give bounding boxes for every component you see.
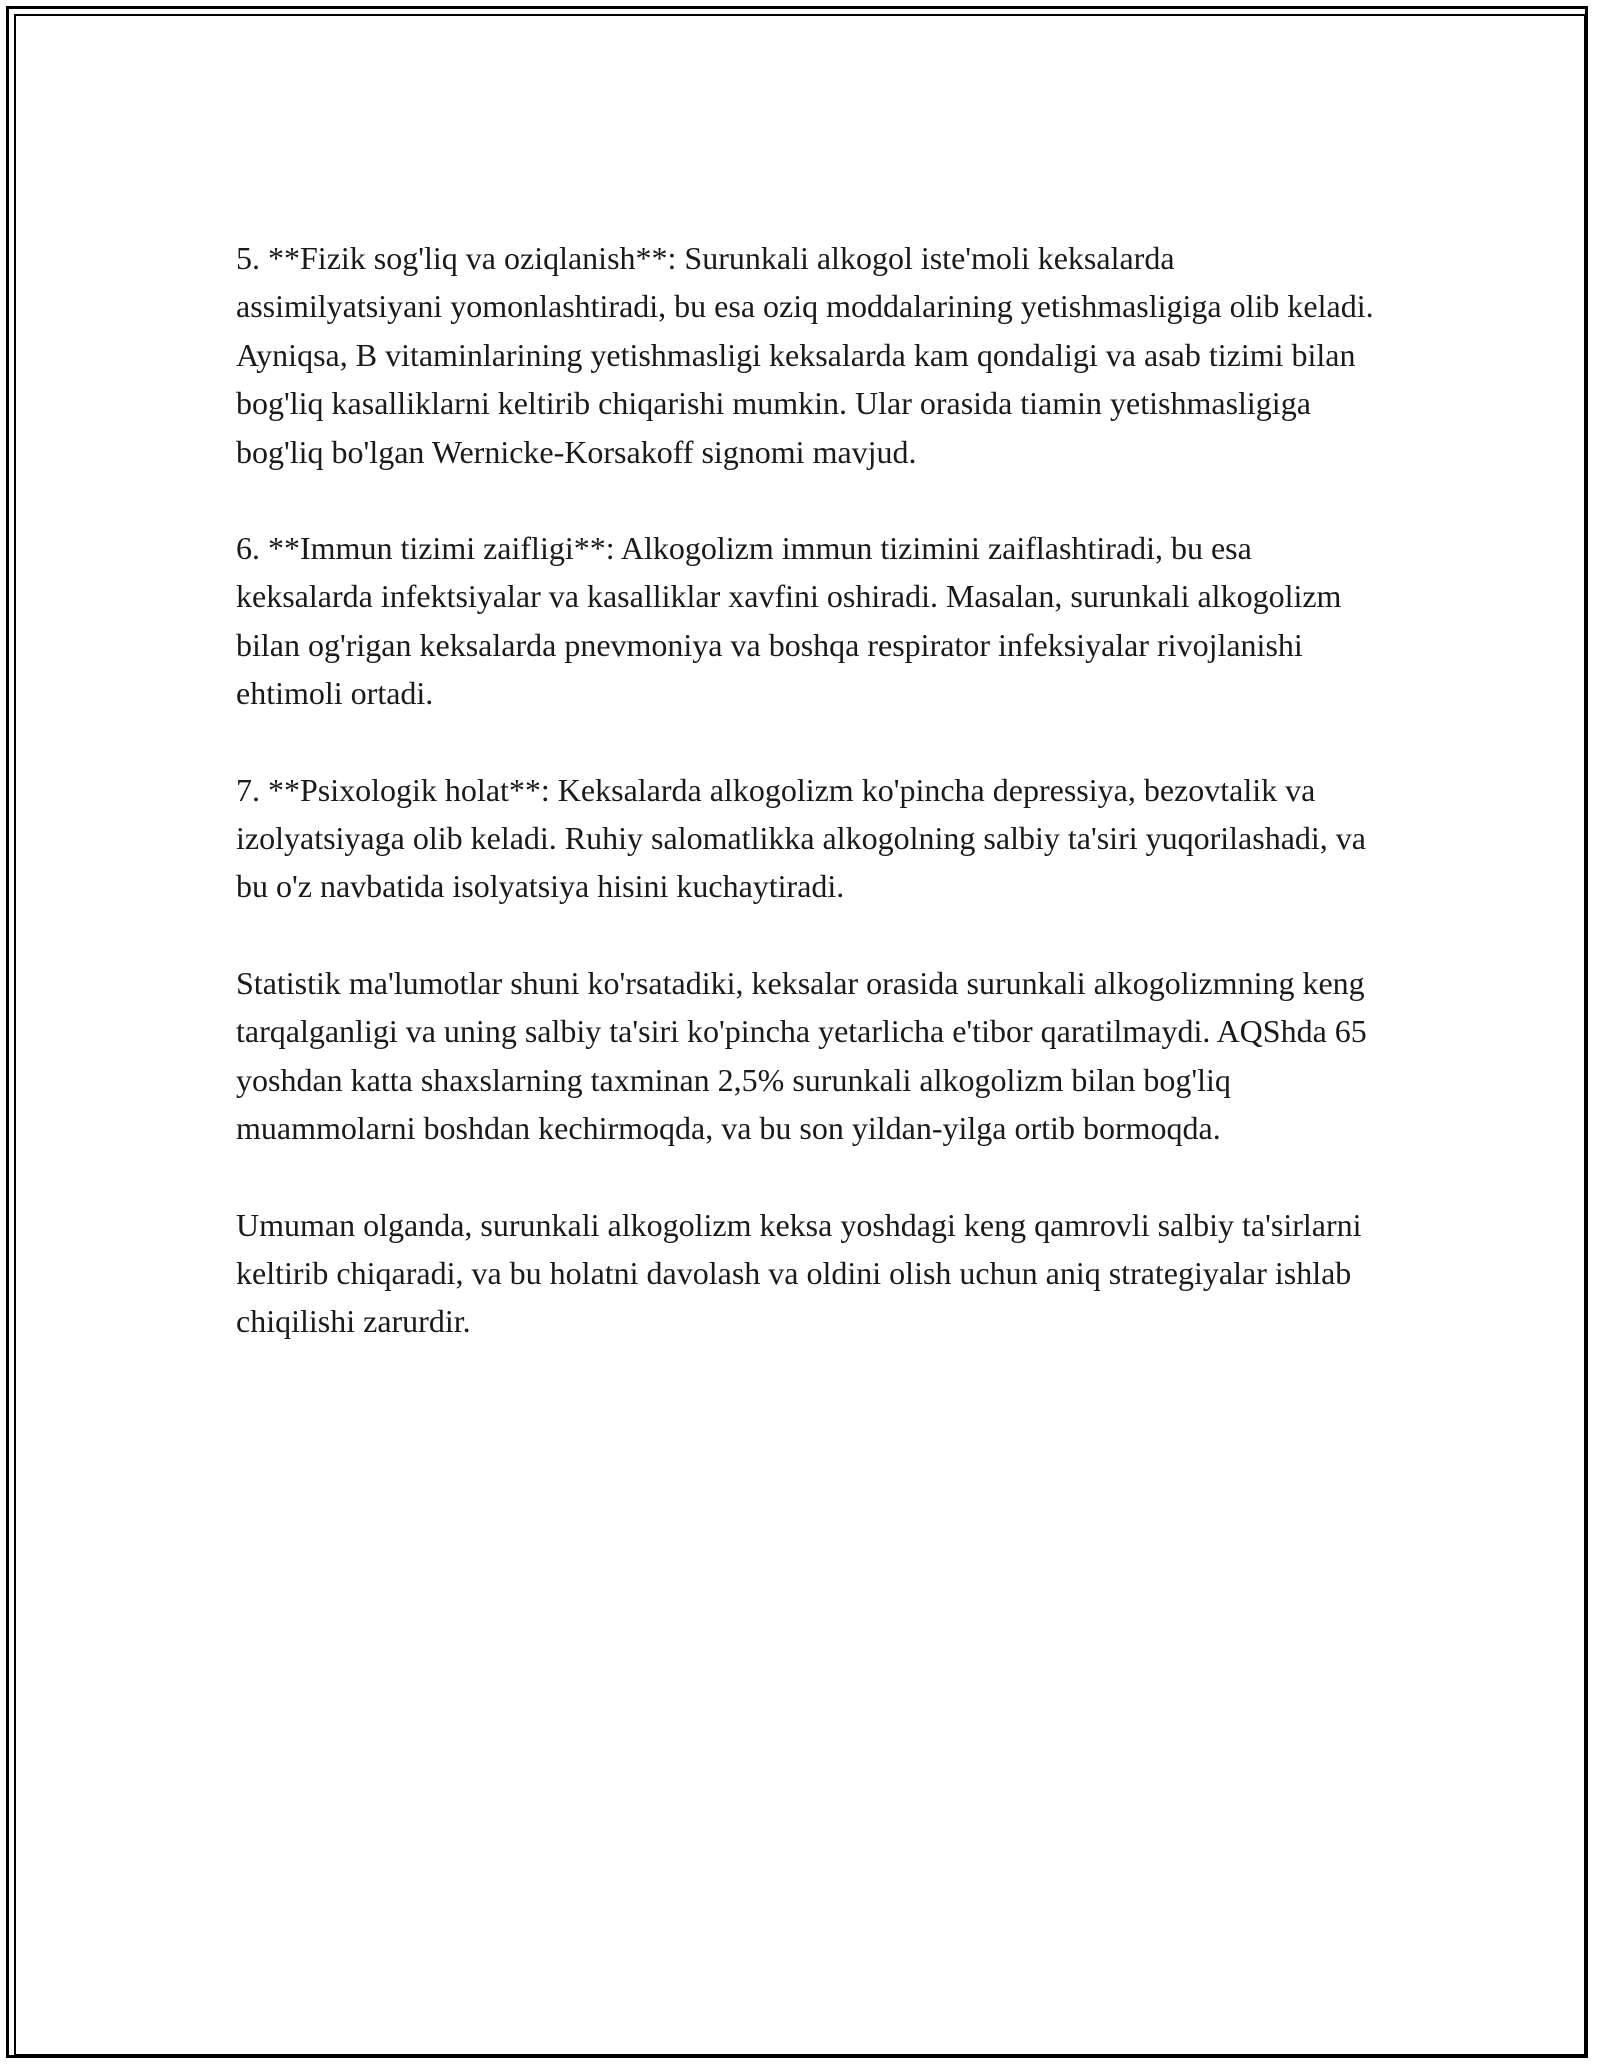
paragraph-psychological-state: 7. **Psixologik holat**: Keksalarda alkogolizm ko'pincha depressiya, bezovtalik va izolyatsiyaga olib keladi. Ruhiy salomatlikka alkogolning salbiy ta'siri yuqorilashadi, va bu o'z navbatida isolyatsiya hisini kuchaytiradi. <box>236 771 1366 905</box>
paragraph-immune-system: 6. **Immun tizimi zaifligi**: Alkogolizm immun tizimini zaiflashtiradi, bu esa keksalarda infektsiyalar va kasalliklar xavfini oshiradi. Masalan, surunkali alkogolizm bilan og'rigan keksalarda pnevmoniya va boshqa respirator infeksiyalar rivojlanishi ehtimoli ortadi. <box>236 530 1342 712</box>
paragraph-physical-health: 5. **Fizik sog'liq va oziqlanish**: Surunkali alkogol iste'moli keksalarda assimilyatsiyani yomonlashtiradi, bu esa oziq moddalarining yetishmasligiga olib keladi. Ayniqsa, B vitaminlarining yetishmasligi keksalarda kam qondaligi va asab tizimi bilan bog'liq kasalliklarni keltirib chiqarishi mumkin. Ular orasida tiamin yetishmasligiga bog'liq bo'lgan Wernicke-Korsakoff signomi mavjud. <box>236 240 1374 470</box>
paragraph-conclusion: Umuman olganda, surunkali alkogolizm keksa yoshdagi keng qamrovli salbiy ta'sirlarni keltirib chiqaradi, va bu holatni davolash va oldini olish uchun aniq strategiyalar ishlab chiqilishi zarurdir. <box>236 1206 1362 1340</box>
paragraph-statistics: Statistik ma'lumotlar shuni ko'rsatadiki, keksalar orasida surunkali alkogolizmning keng tarqalganligi va uning salbiy ta'siri ko'pincha yetarlicha e'tibor qaratilmaydi. AQShda 65 yoshdan katta shaxslarning taxminan 2,5% surunkali alkogolizm bilan bog'liq muammolarni boshdan kechirmoqda, va bu son yildan-yilga ortib bormoqda. <box>236 964 1367 1147</box>
document-body <box>236 234 1376 1394</box>
